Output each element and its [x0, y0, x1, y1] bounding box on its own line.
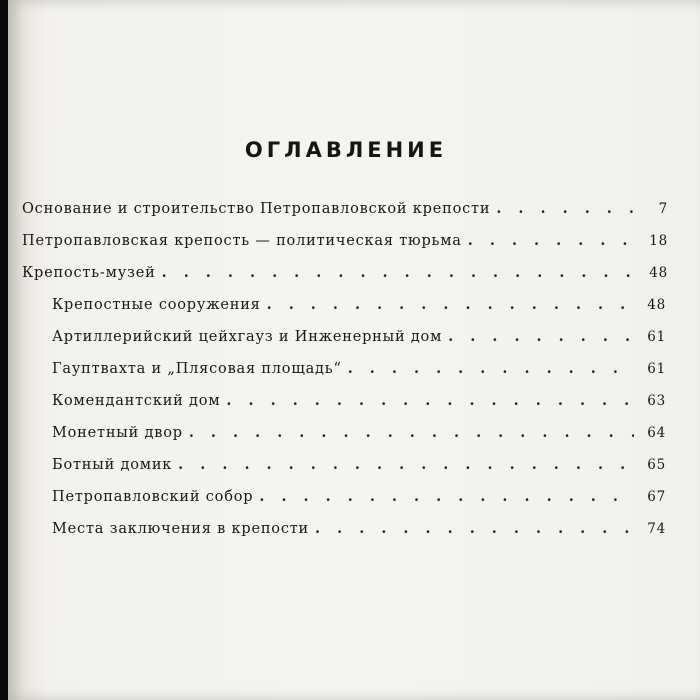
toc-entry-label: Петропавловский собор: [52, 489, 254, 505]
toc-entry-label: Места заключения в крепости: [52, 521, 310, 537]
toc-entry-boathouse: [52, 456, 666, 473]
toc-entry-cathedral: [52, 488, 666, 505]
dot-leader: [162, 264, 636, 281]
toc-entry-page: 64: [647, 425, 666, 441]
dot-leader: [468, 232, 636, 249]
toc-heading: ОГЛАВЛЕНИЕ: [244, 138, 448, 162]
toc-entry-page: 61: [647, 329, 666, 345]
toc-entry-page: 67: [647, 489, 666, 505]
toc-entry-label: Основание и строительство Петропавловской крепости: [22, 201, 491, 217]
toc-entry-page: 63: [647, 393, 666, 409]
dot-leader: [496, 200, 636, 217]
dot-leader: [259, 488, 634, 505]
toc-entry-prison: [22, 232, 668, 249]
toc-entry-arsenal: [52, 328, 666, 345]
toc-entry-page: 74: [647, 521, 666, 537]
toc-entry-label: Крепость-музей: [22, 265, 156, 281]
toc-entry-label: Гауптвахта и „Плясовая площадь“: [52, 361, 342, 377]
toc-entry-label: Монетный двор: [52, 425, 183, 441]
dot-leader: [267, 296, 634, 313]
dot-leader: [348, 360, 634, 377]
toc-entry-fortifications: [52, 296, 666, 313]
toc-entry-commandant: [52, 392, 666, 409]
toc-entry-page: 7: [658, 201, 668, 217]
toc-entry-label: Артиллерийский цейхгауз и Инженерный дом: [52, 329, 443, 345]
toc-entry-page: 18: [649, 233, 668, 249]
toc-entry-page: 48: [649, 265, 668, 281]
toc-entry-label: Петропавловская крепость — политическая тюрьма: [22, 233, 462, 249]
toc-entry-prison-cells: [52, 520, 666, 537]
toc-entry-page: 61: [647, 361, 666, 377]
toc-entry-page: 65: [647, 457, 666, 473]
dot-leader: [226, 392, 634, 409]
toc-entry-founding: [22, 200, 668, 217]
toc-entry-label: Комендантский дом: [52, 393, 221, 409]
toc-entry-label: Крепостные сооружения: [52, 297, 261, 313]
table-of-contents: [8, 0, 700, 700]
toc-entry-label: Ботный домик: [52, 457, 173, 473]
dot-leader: [189, 424, 634, 441]
toc-entry-guardhouse: [52, 360, 666, 377]
toc-entry-museum: [22, 264, 668, 281]
dot-leader: [448, 328, 634, 345]
dot-leader: [315, 520, 634, 537]
toc-entry-page: 48: [647, 297, 666, 313]
dot-leader: [178, 456, 634, 473]
toc-entry-mint: [52, 424, 666, 441]
book-page: [8, 0, 700, 700]
